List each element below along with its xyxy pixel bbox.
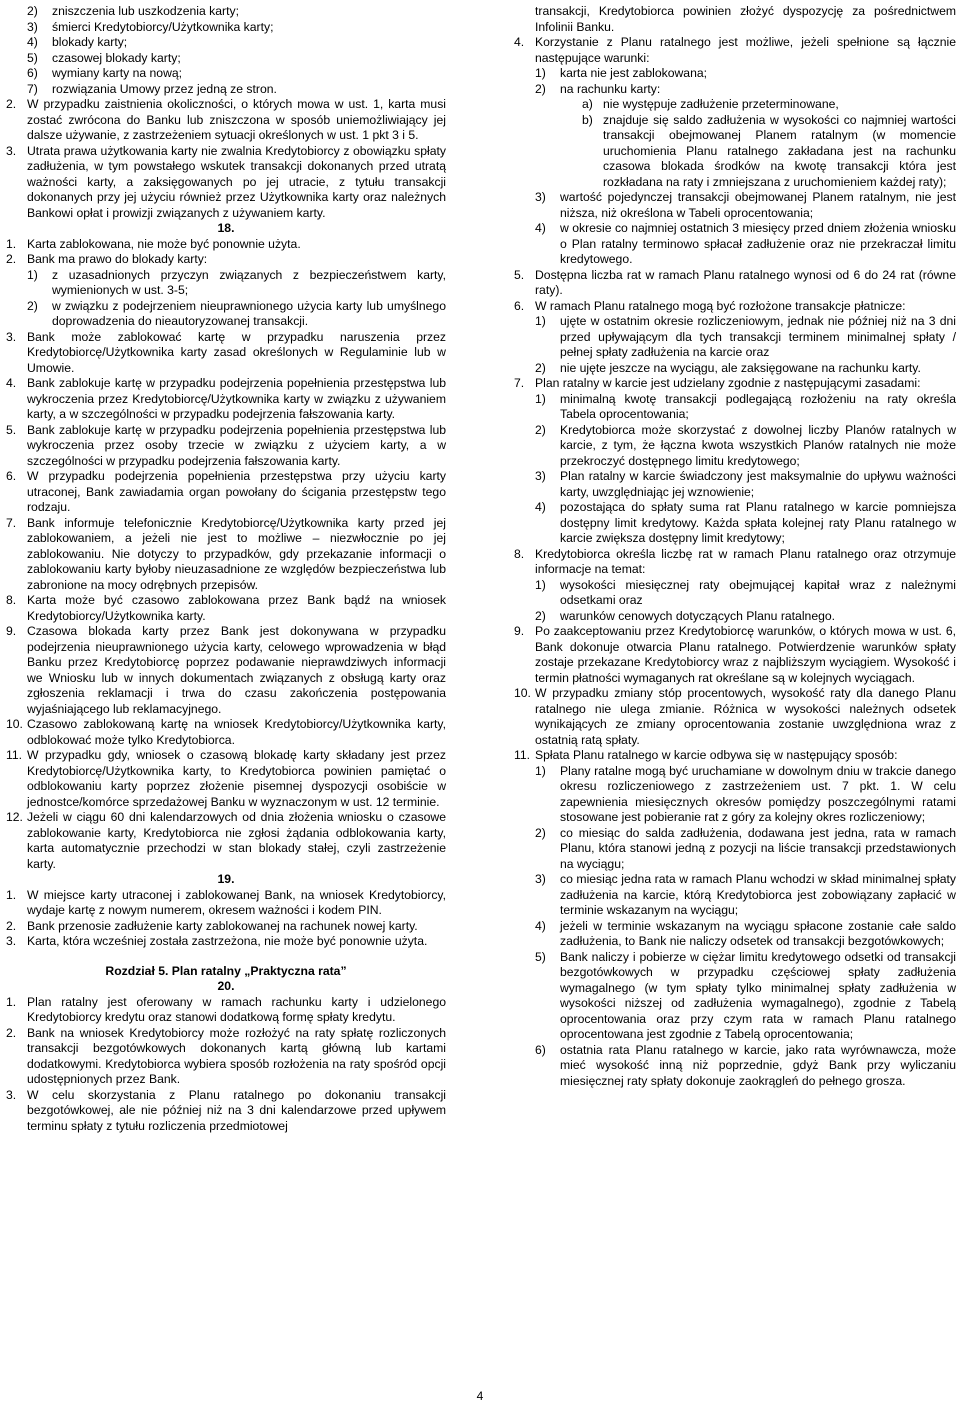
paragraph: 5. Dostępna liczba rat w ramach Planu ratalnego wynosi od 6 do 24 rat (równe raty). xyxy=(514,267,956,297)
list-item: 2) nie ujęte jeszcze na wyciągu, ale zaksięgowane na rachunku karty. xyxy=(535,360,921,375)
list-item: 1) ujęte w ostatnim okresie rozliczeniowym, jednak nie później niż na 3 dni przed upływającym dla tych transakcji terminem minimalnej spłaty / pełnej spłaty zadłużenia na karcie oraz xyxy=(535,314,956,359)
paragraph: 6. W ramach Planu ratalnego mogą być rozłożone transakcje płatnicze: xyxy=(514,298,906,313)
paragraph: 7. Bank informuje telefonicznie Kredytobiorcę/Użytkownika karty przed jej zablokowaniem, a jeżeli nie jest to możliwe – niezwłocznie po jej zablokowaniu. Nie dotyczy to przypadków, gdy przekazanie informacji o zablokowaniu karty byłoby nieuzasadnione ze względów bezpieczeństwa lub zabronione na mocy odrębnych przepisów. xyxy=(6,515,446,592)
paragraph: 11. Spłata Planu ratalnego w karcie odbywa się w następujący sposób: xyxy=(514,748,898,762)
list-item: 1) wysokości miesięcznej raty obejmującej kapitał wraz z należnymi odsetkami oraz xyxy=(535,577,956,607)
right-column xyxy=(514,4,956,1089)
paragraph: 1. Karta zablokowana, nie może być ponownie użyta. xyxy=(6,236,301,251)
paragraph: 7. Plan ratalny w karcie jest udzielany zgodnie z następującymi zasadami: xyxy=(514,376,921,390)
section-number: 18. xyxy=(217,221,235,235)
left-column xyxy=(6,4,446,1134)
paragraph: 9. Po zaakceptowaniu przez Kredytobiorcę warunków, o których mowa w ust. 6, Bank dokonuje otwarcia Planu ratalnego. Potwierdzenie warunków spłaty zostaje przekazane Kredytobiorcy wraz z najbliższym wyciągiem. Wysokość i termin płatności wymaganych rat określane są w kolejnych wyciągach. xyxy=(514,624,956,685)
list-item: 2) co miesiąc do salda zadłużenia, dodawana jest jedna, rata w ramach Planu, która stanowi jedną z pozycji na liście transakcji przedstawionych na wyciągu; xyxy=(535,825,956,871)
paragraph: 12. Jeżeli w ciągu 60 dni kalendarzowych od dnia złożenia wniosku o czasowe zablokowanie karty, Kredytobiorca nie zgłosi żądania odblokowania karty, karta automatycznie przechodzi w stan blokady stałej, czyli zastrzeżenie karty. xyxy=(6,810,446,871)
list-item: 2) w związku z podejrzeniem nieuprawnionego użycia karty lub umyślnego doprowadzenia do nieautoryzowanej transakcji. xyxy=(27,298,446,328)
list-item: 2) zniszczenia lub uszkodzenia karty; xyxy=(27,4,239,18)
list-item: 3) wartość pojedynczej transakcji obejmowanej Planem ratalnym, nie jest niższa, niż określona w Tabeli oprocentowania; xyxy=(535,190,956,220)
list-item: b) znajduje się saldo zadłużenia w wysokości co najmniej wartości transakcji obejmowanej Planem ratalnym (w momencie uruchomienia Planu ratalnego zakładana jest na rachunku czasowa blokada środków na kwotę transakcji która jest rozkładana na raty i zmniejszana z uruchomieniem każdej raty); xyxy=(582,112,956,189)
paragraph: 1. W miejsce karty utraconej i zablokowanej Bank, na wniosek Kredytobiorcy, wydaje kartę z nowym numerem, okresem ważności i kodem PIN. xyxy=(6,887,446,917)
paragraph: 3. Utrata prawa użytkowania karty nie zwalnia Kredytobiorcy z obowiązku spłaty zadłużenia, w tym powstałego wskutek transakcji dokonanych przed utratą ważności karty, a zaksięgowanych po jej utracie, z tytułu transakcji dokonanych przy jej użyciu również przez Użytkownika karty oraz należnych Bankowi opłat i prowizji związanych z używaniem karty. xyxy=(6,143,446,220)
list-item: 1) Plany ratalne mogą być uruchamiane w dowolnym dniu w trakcie danego okresu rozliczeniowego z zastrzeżeniem ust. 7 pkt. 1. W celu zapewnienia miesięcznych okresów pomiędzy poszczególnymi ratami stosowane jest pobieranie rat z góry za kolejny okres rozliczeniowy; xyxy=(535,763,956,824)
list-item: 6) ostatnia rata Planu ratalnego w karcie, jako rata wyrównawcza, może mieć wysokość inną niż poprzednie, gdyż Bank przy wyliczaniu miesięcznej raty spłaty dokonuje zaokrągleń do pełnego grosza. xyxy=(535,1042,956,1088)
list-item: 4) jeżeli w terminie wskazanym na wyciągu spłacone zostanie całe saldo zadłużenia, to Bank nie naliczy odsetek od transakcji bezgotówkowych; xyxy=(535,918,956,948)
list-item: 3) śmierci Kredytobiorcy/Użytkownika karty; xyxy=(27,19,274,34)
paragraph: 2. Bank na wniosek Kredytobiorcy może rozłożyć na raty spłatę rozliczonych transakcji bezgotówkowych dokonanych kartą główną lub kartami dodatkowymi. Kredytobiorca wybiera sposób rozłożenia na raty spośród opcji udostępnionych przez Bank. xyxy=(6,1025,446,1086)
paragraph: 8. Kredytobiorca określa liczbę rat w ramach Planu ratalnego oraz otrzymuje informacje na temat: xyxy=(514,546,956,576)
list-item: 1) minimalną kwotę transakcji podlegającą rozłożeniu na raty określa Tabela oprocentowania; xyxy=(535,391,956,421)
paragraph: 3. Karta, która wcześniej została zastrzeżona, nie może być ponownie użyta. xyxy=(6,934,428,948)
chapter-heading: Rozdział 5. Plan ratalny „Praktyczna rata” xyxy=(105,963,347,978)
paragraph: 1. Plan ratalny jest oferowany w ramach rachunku karty i udzielonego Kredytobiorcy kredytu oraz stanowi dodatkową formę spłaty kredytu. xyxy=(6,994,446,1024)
page-number: 4 xyxy=(476,1389,484,1403)
list-item: 5) Bank naliczy i pobierze w ciężar limitu kredytowego odsetki od transakcji bezgotówkowych w przypadku częściowej spłaty zadłużenia wymagalnego (w tym spłaty tylko minimalnej spłaty zadłużenia w wysokości niższej od zadłużenia wymagalnego), zgodnie z Tabelą oprocentowania oraz przy czym rata w ramach Planu ratalnego oprocentowana jest zgodnie z Tabelą oprocentowania; xyxy=(535,949,956,1041)
paragraph: 10. Czasowo zablokowaną kartę na wniosek Kredytobiorcy/Użytkownika karty, odblokować może tylko Kredytobiorca. xyxy=(6,717,446,747)
paragraph: 3. Bank może zablokować kartę w przypadku naruszenia przez Kredytobiorcę/Użytkownika karty zasad określonych w Regulaminie lub w Umowie. xyxy=(6,329,446,375)
paragraph: 6. W przypadku podejrzenia popełnienia przestępstwa przy użyciu karty utraconej, Bank zawiadamia organ powołany do ścigania przestępstw tego rodzaju. xyxy=(6,469,446,514)
paragraph: 4. Korzystanie z Planu ratalnego jest możliwe, jeżeli spełnione są łącznie następujące warunki: xyxy=(514,35,956,65)
section-number: 19. xyxy=(217,872,235,886)
list-item: 1) karta nie jest zablokowana; xyxy=(535,66,708,80)
paragraph: 5. Bank zablokuje kartę w przypadku podejrzenia popełnienia przestępstwa lub wykroczenia przez osoby trzecie w związku z użyciem karty, a w szczególności w przypadku podejrzenia fałszowania karty. xyxy=(6,422,446,468)
list-item: 2) na rachunku karty: xyxy=(535,81,661,96)
list-item: 3) co miesiąc jedna rata w ramach Planu wchodzi w skład minimalnej spłaty zadłużenia na karcie, którą Kredytobiorca jest zobowiązany zapłacić w terminie wskazanym na wyciągu; xyxy=(535,872,956,917)
list-item: 3) Plan ratalny w karcie świadczony jest maksymalnie do upływu ważności karty, uwzględniając jej wznowienie; xyxy=(535,469,956,499)
paragraph: 9. Czasowa blokada karty przez Bank jest dokonywana w przypadku podejrzenia nieuprawnionego użycia karty, celowego wprowadzenia w błąd Banku przez Kredytobiorcę poprzez podawanie nieprawdziwych informacji we Wniosku lub w innych dokumentach związanych z obsługą karty oraz zgłoszenia reklamacji i trwa do czasu zakończenia postępowania wyjaśniającego lub reklamacyjnego. xyxy=(6,624,446,716)
paragraph-continuation: transakcji, Kredytobiorca powinien złożyć dyspozycję za pośrednictwem Infolinii Banku. xyxy=(535,4,956,34)
paragraph: 10. W przypadku zmiany stóp procentowych, wysokość raty dla danego Planu ratalnego nie ulega zmianie. Różnica w wysokości należnych odsetek wynikających ze zmiany oprocentowania zostanie uwzględniona wraz z ostatnią ratą spłaty. xyxy=(514,686,956,747)
list-item: 1) z uzasadnionych przyczyn związanych z bezpieczeństwem karty, wymienionych w ust. 3-5; xyxy=(27,267,446,297)
paragraph: 2. W przypadku zaistnienia okoliczności, o których mowa w ust. 1, karta musi zostać zwrócona do Banku lub zniszczona w sposób uniemożliwiający jej dalsze używanie, z zastrzeżeniem sytuacji określonych w ust. 1 pkt 3 i 5. xyxy=(6,97,446,142)
paragraph: 4. Bank zablokuje kartę w przypadku podejrzenia popełnienia przestępstwa lub wykroczenia przez Kredytobiorcę/Użytkownika karty w związku z używaniem karty, a w szczególności w przypadku podejrzenia fałszowania karty. xyxy=(6,376,446,421)
list-item: 4) blokady karty; xyxy=(27,35,128,49)
list-item: 6) wymiany karty na nową; xyxy=(27,66,183,80)
list-item: 2) Kredytobiorca może skorzystać z dowolnej liczby Planów ratalnych w karcie, z tym, że łączna kwota wszystkich Planów ratalnych nie może przekroczyć dostępnego limitu kredytowego; xyxy=(535,422,956,468)
paragraph: 8. Karta może być czasowo zablokowana przez Bank bądź na wniosek Kredytobiorcy/Użytkownika karty. xyxy=(6,593,446,623)
paragraph: 2. Bank przenosie zadłużenie karty zablokowanej na rachunek nowej karty. xyxy=(6,918,418,933)
list-item: 2) warunków cenowych dotyczących Planu ratalnego. xyxy=(535,608,836,623)
section-number: 20. xyxy=(217,979,235,993)
list-item: 5) czasowej blokady karty; xyxy=(27,50,181,65)
list-item: a) nie występuje zadłużenie przeterminowane, xyxy=(582,97,839,111)
list-item: 7) rozwiązania Umowy przez jedną ze stron. xyxy=(27,81,277,96)
list-item: 4) w okresie co najmniej ostatnich 3 miesięcy przed dniem złożenia wniosku o Plan ratalny terminowo spłacał zadłużenie oraz nie przekraczał limitu kredytowego. xyxy=(535,221,956,266)
paragraph: 11. W przypadku gdy, wniosek o czasową blokadę karty składany jest przez Kredytobiorcę/Użytkownika karty, to Kredytobiorca powinien pamiętać o odblokowaniu karty poprzez złożenie pisemnej dyspozycji osobiście w jednostce/komórce sprzedażowej Banku w wyznaczonym w ust. 12 terminie. xyxy=(6,748,446,809)
paragraph: 3. W celu skorzystania z Planu ratalnego po dokonaniu transakcji bezgotówkowej, ale nie później niż na 3 dni kalendarzowe przed upływem terminu spłaty z tytułu rozliczenia przedmiotowej xyxy=(6,1087,446,1133)
list-item: 4) pozostająca do spłaty suma rat Planu ratalnego w karcie pomniejsza dostępny limit kredytowy. Każda spłata kolejnej raty Planu ratalnego w karcie zwiększa dostępny limit kredytowy; xyxy=(535,500,956,545)
paragraph: 2. Bank ma prawo do blokady karty: xyxy=(6,252,208,266)
